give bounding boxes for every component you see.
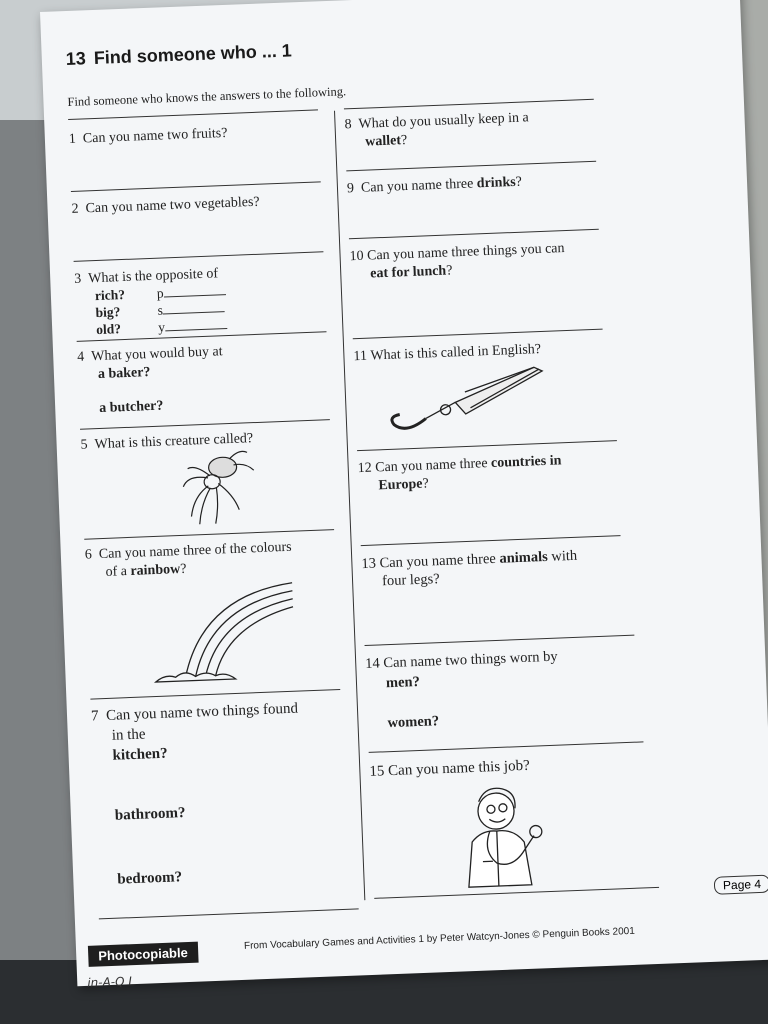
question-10: 10 Can you name three things you can	[349, 241, 565, 265]
question-7c: bedroom?	[117, 869, 183, 888]
rule-line	[344, 99, 594, 110]
answer-line	[80, 419, 330, 430]
opposite-item: big? s	[95, 300, 225, 321]
answer-line	[90, 689, 340, 700]
fill-blank[interactable]	[165, 318, 227, 331]
rule-line	[68, 109, 318, 120]
answer-line	[365, 635, 635, 646]
answer-line	[361, 535, 621, 546]
question-10-line2: eat for lunch?	[370, 263, 453, 282]
question-15: 15 Can you name this job?	[369, 757, 531, 780]
page-title	[65, 40, 292, 70]
question-6-line2: of a rainbow?	[105, 561, 187, 580]
question-11: 11 What is this called in English?	[353, 342, 542, 365]
opposite-item: old? y	[96, 317, 227, 338]
title-number: 13	[65, 48, 87, 70]
question-3: 3 What is the opposite of	[74, 266, 219, 287]
worksheet-page	[40, 0, 768, 990]
answer-line	[99, 908, 359, 919]
question-12-line2: Europe?	[378, 476, 430, 494]
question-8-line2: wallet?	[364, 133, 408, 150]
answer-line	[84, 529, 334, 540]
page-number: Page 4	[714, 875, 768, 895]
question-4a: a baker?	[97, 365, 151, 383]
answer-line	[369, 741, 644, 753]
question-9: 9 Can you name three drinks?	[346, 174, 523, 197]
question-13-line2: four legs?	[381, 571, 440, 590]
answer-line	[74, 251, 324, 262]
question-4b: a butcher?	[98, 398, 164, 417]
fill-blank[interactable]	[163, 284, 225, 297]
answer-line	[71, 181, 321, 192]
question-13: 13 Can you name three animals with	[361, 547, 578, 573]
question-4: 4 What you would buy at	[76, 344, 223, 365]
question-14: 14 Can name two things worn by	[364, 648, 558, 672]
umbrella-icon	[384, 359, 557, 445]
question-7: 7 Can you name two things found	[90, 700, 299, 725]
photocopiable-badge: Photocopiable	[88, 942, 198, 967]
rainbow-icon	[142, 572, 306, 688]
question-5: 5 What is this creature called?	[80, 431, 254, 453]
question-2: 2 Can you name two vegetables?	[71, 194, 260, 217]
spider-icon	[177, 444, 260, 527]
question-7-line2: in the	[111, 726, 146, 744]
answer-line	[346, 161, 596, 172]
question-7a: kitchen?	[112, 745, 168, 764]
question-1: 1 Can you name two fruits?	[68, 125, 228, 147]
column-divider	[334, 111, 365, 900]
doctor-icon	[450, 779, 564, 893]
answer-line	[353, 329, 603, 340]
title-text: Find someone who ... 1	[93, 40, 293, 68]
fill-blank[interactable]	[163, 301, 225, 314]
question-6: 6 Can you name three of the colours	[84, 539, 292, 563]
opposite-item: rich? p	[95, 283, 226, 304]
footer-credit: From Vocabulary Games and Activities 1 by Peter Watcyn-Jones © Penguin Books 2001	[243, 925, 636, 952]
handwritten-note: in-A-Q L	[87, 974, 136, 990]
question-8: 8 What do you usually keep in a	[344, 110, 530, 133]
answer-line	[349, 229, 599, 240]
question-12: 12 Can you name three countries in	[357, 453, 562, 477]
question-14b: women?	[387, 713, 440, 732]
question-14a: men?	[385, 673, 421, 692]
instructions: Find someone who knows the answers to the following.	[67, 84, 347, 110]
question-7b: bathroom?	[114, 805, 186, 824]
